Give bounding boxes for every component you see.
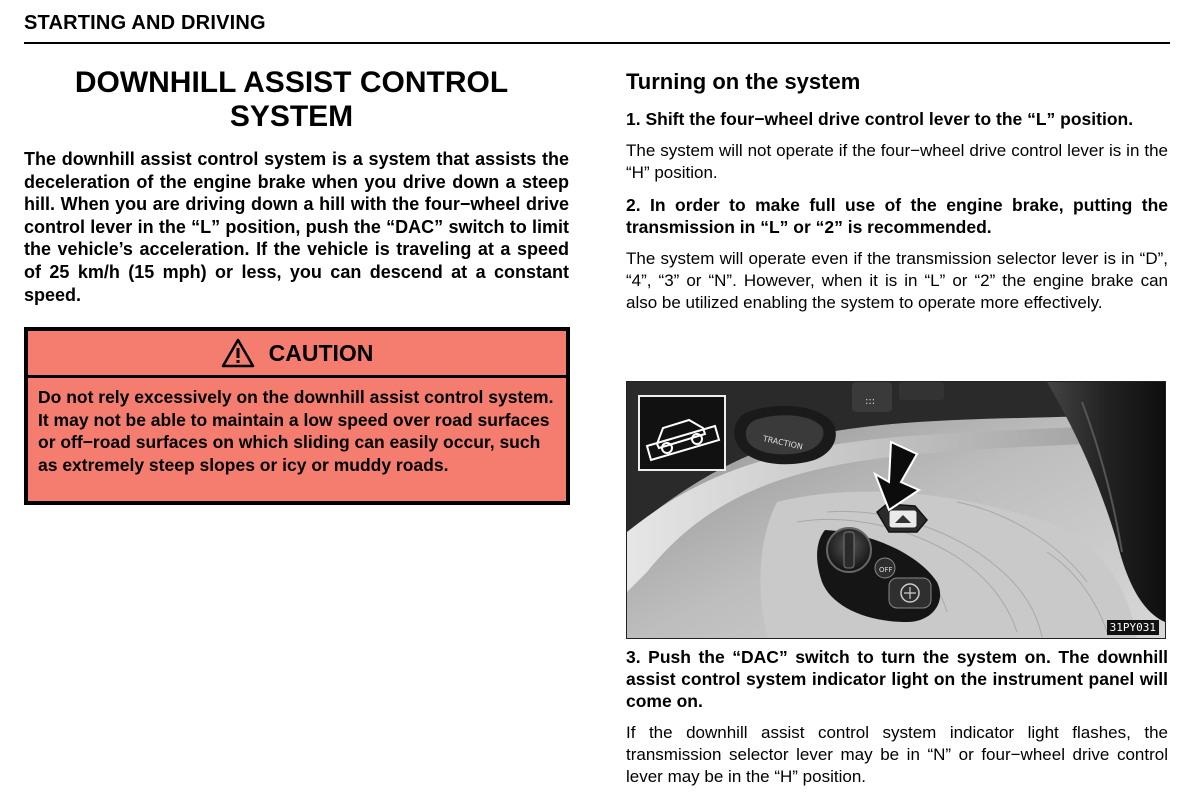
right-column-bottom xyxy=(626,646,1168,788)
page-title xyxy=(24,66,569,134)
note-2: The system will operate even if the transmission selector lever is in “D”, “4”, “3” or “N”. However, when it is in “L” or “2” the engine brake can also be utilized enabling the system to operate more effectively. xyxy=(626,249,1168,312)
section-title: STARTING AND DRIVING xyxy=(24,12,266,34)
left-column xyxy=(24,66,569,306)
title-line-2: SYSTEM xyxy=(229,100,354,133)
note-3: If the downhill assist control system indicator light flashes, the transmission selector lever may be in “N” or four−wheel drive control lever may be in the “H” position. xyxy=(626,723,1168,786)
figure-code: 31PY031 xyxy=(1107,620,1159,635)
subsection-title: Turning on the system xyxy=(626,69,861,94)
caution-box xyxy=(24,327,570,505)
step-1: 1. Shift the four−wheel drive control lever to the “L” position. xyxy=(626,109,1134,129)
title-line-1: DOWNHILL ASSIST CONTROL xyxy=(74,66,509,99)
note-1: The system will not operate if the four−wheel drive control lever is in the “H” position. xyxy=(626,141,1168,182)
right-column xyxy=(626,68,1168,314)
warning-triangle-icon xyxy=(221,338,255,368)
caution-text: Do not rely excessively on the downhill assist control system. It may not be able to maintain a low speed over road surfaces or off−road surfaces on which sliding can easily occur, such as extremely steep slopes or icy or muddy roads. xyxy=(38,387,554,475)
step-2: 2. In order to make full use of the engine brake, putting the transmission in “L” or “2” is recommended. xyxy=(626,195,1168,237)
step-3: 3. Push the “DAC” switch to turn the system on. The downhill assist control system indicator light on the instrument panel will come on. xyxy=(626,647,1168,711)
svg-text:OFF: OFF xyxy=(879,566,893,574)
intro-paragraph: The downhill assist control system is a system that assists the deceleration of the engine brake when you drive down a steep hill. When you are driving down a hill with the four−wheel drive control lever in the “L” position, push the “DAC” switch to limit the vehicle’s acceleration. If the vehicle is traveling at a speed of 25 km/h (15 mph) or less, you can descend at a constant speed. xyxy=(24,149,569,305)
dac-switch-photo xyxy=(626,381,1166,639)
svg-text::::: ::: xyxy=(865,396,876,407)
svg-text:TRACTION: TRACTION xyxy=(762,434,804,452)
console-illustration xyxy=(627,382,1165,638)
page-header xyxy=(24,8,1170,44)
caution-label: CAUTION xyxy=(268,339,374,366)
caution-header xyxy=(28,331,566,378)
